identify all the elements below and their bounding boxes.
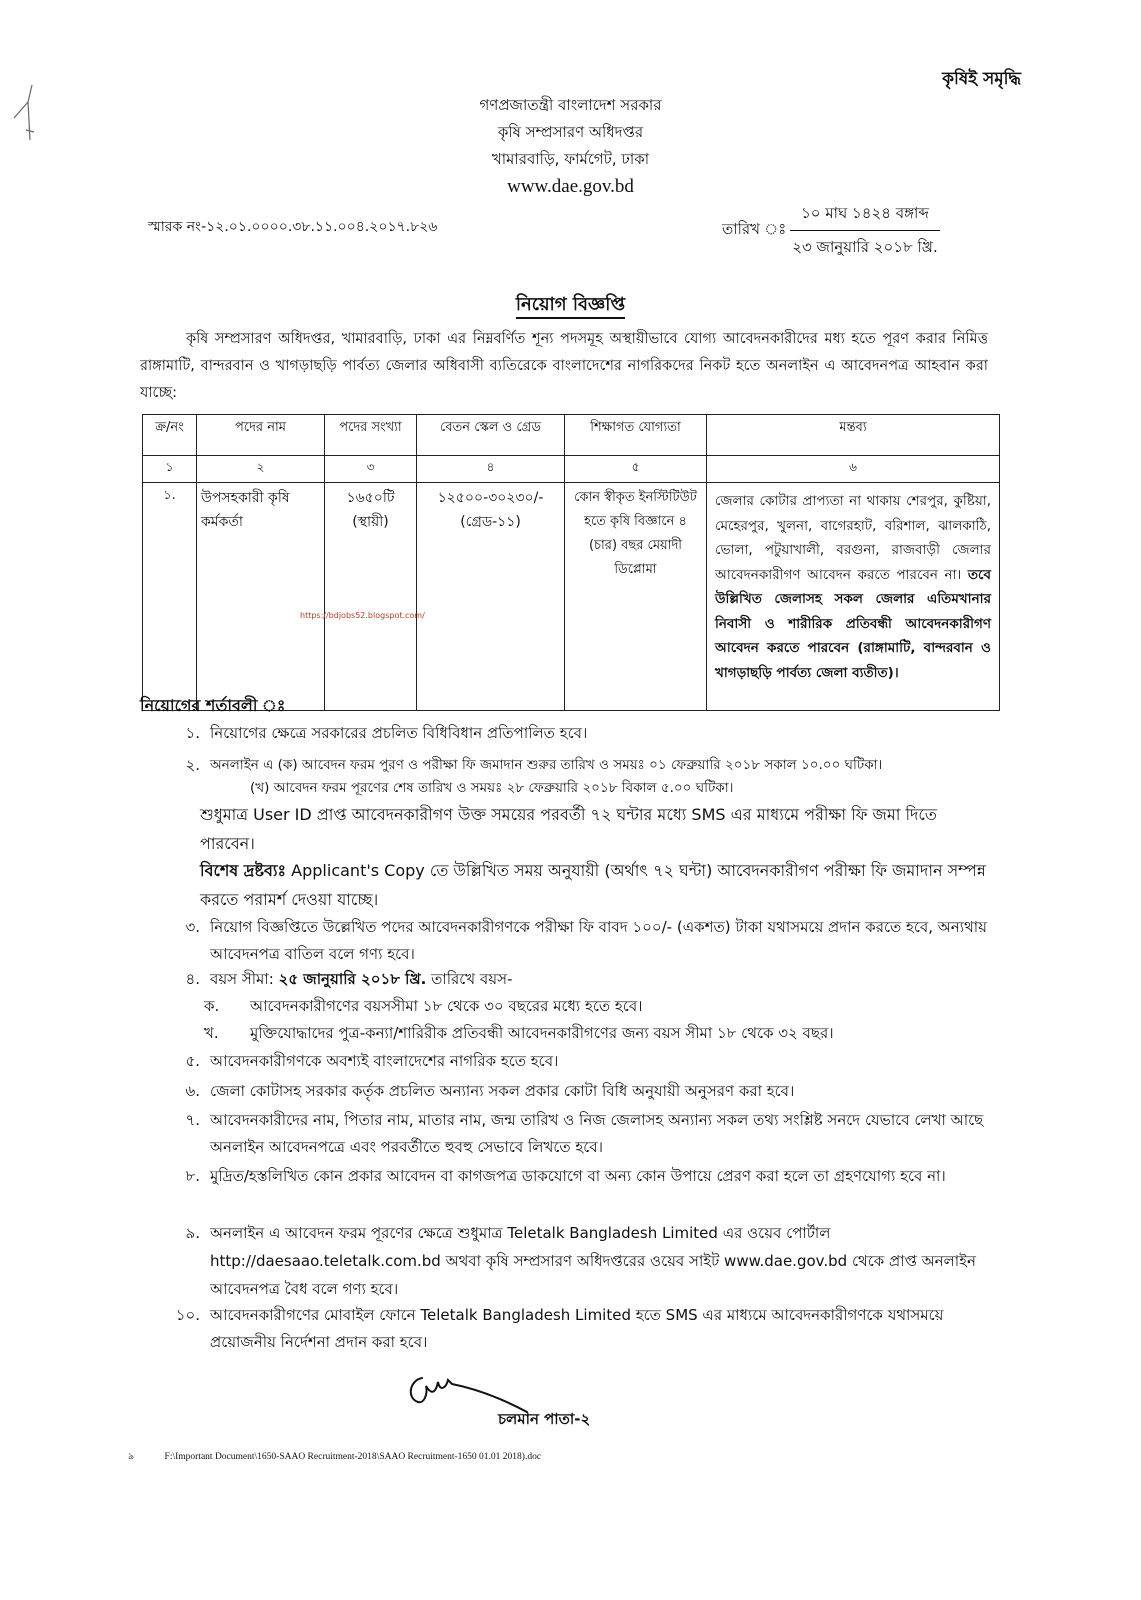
condition-number: ৭. <box>185 1111 200 1129</box>
condition-10 <box>140 1302 990 1356</box>
condition-text: আবেদনকারীগণের মোবাইল ফোনে Teletalk Bangladesh Limited হতে SMS এর মাধ্যমে আবেদনকারীগণকে যথাসময়ে প্রয়োজনীয় নির্দেশনা প্রদান করা হবে। <box>210 1306 944 1351</box>
notice-title <box>0 290 1141 321</box>
header-remarks: মন্তব্য <box>707 415 1000 456</box>
col-num: ৫ <box>565 456 707 483</box>
condition-number: ৩. <box>185 918 200 936</box>
condition-7 <box>140 1107 990 1161</box>
website: www.dae.gov.bd <box>507 176 634 197</box>
condition-3 <box>140 914 990 968</box>
condition-text: নিয়োগ বিজ্ঞপ্তিতে উল্লেখিত পদের আবেদনকারীগণকে পরীক্ষা ফি বাবদ ১০০/- (একশত) টাকা যথাসময়ে প্রদান করতে হবে, অন্যথায় আবেদনপত্র বাতিল বলে গণ্য হবে। <box>210 918 987 963</box>
govt-name: গণপ্রজাতন্ত্রী বাংলাদেশ সরকার <box>479 96 662 114</box>
running-page: চলমান পাতা-২ <box>498 1410 591 1428</box>
col-num: ২ <box>197 456 325 483</box>
date-english: ২৩ জানুয়ারি ২০১৮ খ্রি. <box>792 238 938 256</box>
date-block <box>790 202 940 261</box>
grade: (গ্রেড-১১) <box>460 514 521 530</box>
row-qualification: কোন স্বীকৃত ইনস্টিটিউট হতে কৃষি বিজ্ঞানে ৪ (চার) বছর মেয়াদী ডিপ্লোমা <box>565 483 707 711</box>
condition-number: ৯. <box>185 1224 200 1242</box>
row-remarks <box>707 483 1000 711</box>
condition-text: আবেদনকারীগণকে অবশ্যই বাংলাদেশের নাগরিক হতে হবে। <box>210 1052 559 1070</box>
footer <box>128 1450 541 1465</box>
office-address: খামারবাড়ি, ফার্মগেট, ঢাকা <box>491 150 650 168</box>
row-serial: ১. <box>143 483 197 711</box>
sub-text: আবেদনকারীগণের বয়সসীমা ১৮ থেকে ৩০ বছরের মধ্যে হতে হবে। <box>250 997 643 1015</box>
column-number-row <box>143 456 1000 483</box>
condition-text: মুদ্রিত/হস্তলিখিত কোন প্রকার আবেদন বা কাগজপত্র ডাকযোগে বা অন্য কোন উপায়ে প্রেরণ করা হলে তা গ্রহণযোগ্য হবে না। <box>210 1167 946 1185</box>
table-header-row <box>143 415 1000 456</box>
header-post: পদের নাম <box>197 415 325 456</box>
remarks-text: জেলার কোটার প্রাপ্যতা না থাকায় শেরপুর, কুষ্টিয়া, মেহেরপুর, খুলনা, বাগেরহাট, বরিশাল, ঝালকাঠি, ভোলা, পটুয়াখালী, বরগুনা, রাজবাড়ী জেলার আবেদনকারীগণ আবেদন করতে পারবেন না। <box>715 493 991 583</box>
condition-1 <box>140 720 990 747</box>
footer-file-path: F:\Important Document\1650-SAAO Recruitment-2018\SAAO Recruitment-1650 01.01 2018).doc <box>164 1452 542 1462</box>
special-note-label: বিশেষ দ্রষ্টব্যঃ <box>200 861 287 880</box>
condition-text: নিয়োগের ক্ষেত্রে সরকারের প্রচলিত বিধিবিধান প্রতিপালিত হবে। <box>210 724 588 742</box>
condition-number: ৮. <box>185 1167 200 1185</box>
row-scale <box>417 483 565 711</box>
condition-2b: (খ) আবেদন ফরম পূরণের শেষ তারিখ ও সময়ঃ ২৮ ফেব্রুয়ারি ২০১৮ বিকাল ৫.০০ ঘটিকা। <box>250 780 734 796</box>
vacancy-table <box>142 414 1000 711</box>
condition-number: ৪. <box>185 970 200 988</box>
condition-number: ৫. <box>185 1052 200 1070</box>
row-count <box>325 483 417 711</box>
special-note <box>200 856 990 914</box>
notice-title-text: নিয়োগ বিজ্ঞপ্তি <box>516 294 625 319</box>
condition-number: ১. <box>185 724 200 742</box>
intro-paragraph: কৃষি সম্প্রসারণ অধিদপ্তর, খামারবাড়ি, ঢাকা এর নিম্নবর্ণিত শূন্য পদসমূহ অস্থায়ীভাবে যোগ্য আবেদনকারীদের মধ্য হতে পূরণ করার নিমিত্ত রাঙ্গামাটি, বান্দরবান ও খাগড়াছড়ি পার্বত্য জেলার অধিবাসী ব্যতিরেকে বাংলাদেশের নাগরিকদের নিকট হতে অনলাইন এ আবেদনপত্র আহবান করা যাচ্ছে: <box>140 331 988 401</box>
age-limit-date: ২৫ জানুয়ারি ২০১৮ খ্রি. <box>278 970 427 988</box>
condition-2c: শুধুমাত্র User ID প্রাপ্ত আবেদনকারীগণ উক্ত সময়ের পরবর্তী ৭২ ঘন্টার মধ্যে SMS এর মাধ্যমে পরীক্ষা ফি জমা দিতে পারবেন। <box>200 805 937 853</box>
condition-number: ১০. <box>175 1306 200 1324</box>
department-name: কৃষি সম্প্রসারণ অধিদপ্তর <box>497 123 644 141</box>
remarks-bold-text: তবে উল্লিখিত জেলাসহ সকল জেলার এতিমখানার নিবাসী ও শারীরিক প্রতিবন্ধী আবেদনকারীগণ আবেদন করতে পারবেন (রাঙ্গামাটি, বান্দরবান ও খাগড়াছড়ি পার্বত্য জেলা ব্যতীত)। <box>715 566 991 681</box>
letterhead <box>0 92 1141 200</box>
pay-scale: ১২৫০০-৩০২৩০/- <box>437 490 544 506</box>
condition-5 <box>140 1048 990 1075</box>
condition-8 <box>140 1163 990 1190</box>
header-qualification: শিক্ষাগত যোগ্যতা <box>565 415 707 456</box>
header-serial: ক্র/নং <box>143 415 197 456</box>
condition-number: ৬. <box>185 1082 200 1100</box>
col-num: ১ <box>143 456 197 483</box>
watermark-link[interactable]: https://bdjobs52.blogspot.com/ <box>300 611 425 620</box>
motto: কৃষিই সমৃদ্ধি <box>942 69 1021 89</box>
sub-number: খ. <box>204 1024 219 1042</box>
conditions-title: নিয়োগের শর্তাবলী ঃ <box>140 696 286 715</box>
age-limit-suffix: তারিখে বয়স- <box>431 970 513 988</box>
row-post: উপসহকারী কৃষি কর্মকর্তা <box>197 483 325 711</box>
header-count: পদের সংখ্যা <box>325 415 417 456</box>
col-num: ৩ <box>325 456 417 483</box>
condition-text: অনলাইন এ আবেদন ফরম পূরণের ক্ষেত্রে শুধুমাত্র Teletalk Bangladesh Limited এর ওয়েব পোর্টাল http://daesaao.teletalk.com.bd অথবা কৃষি সম্প্রসারণ অধিদপ্তরের ওয়েব সাইট www.dae.gov.bd থেকে প্রাপ্ত অনলাইন আবেদনপত্র বৈধ বলে গণ্য হবে। <box>210 1224 976 1298</box>
header-scale: বেতন স্কেল ও গ্রেড <box>417 415 565 456</box>
special-note-text: Applicant's Copy তে উল্লিখিত সময় অনুযায়ী (অর্থাৎ ৭২ ঘন্টা) আবেদনকারীগণ পরীক্ষা ফি জমাদান সম্পন্ন করতে পরামর্শ দেওয়া যাচ্ছে। <box>200 861 986 909</box>
memo-number: স্মারক নং-১২.০১.০০০০.৩৮.১১.০০৪.২০১৭.৮২৬ <box>148 219 438 235</box>
footer-number: ৯ <box>128 1452 135 1462</box>
post-type: (স্থায়ী) <box>352 514 389 530</box>
sub-number: ক. <box>204 997 220 1015</box>
condition-number: ২. <box>185 756 200 774</box>
condition-text: আবেদনকারীদের নাম, পিতার নাম, মাতার নাম, জন্ম তারিখ ও নিজ জেলাসহ অন্যান্য সকল তথ্য সংশ্লিষ্ট সনদে যেভাবে লেখা আছে অনলাইন আবেদনপত্রে এবং পরবর্তীতে হুবহু সেভাবে লিখতে হবে। <box>210 1111 984 1156</box>
condition-6 <box>140 1078 990 1105</box>
sub-text: মুক্তিযোদ্ধাদের পুত্র-কন্যা/শারিরীক প্রতিবন্ধী আবেদনকারীগণের জন্য বয়স সীমা ১৮ থেকে ৩২ বছর। <box>250 1024 834 1042</box>
condition-2 <box>140 752 990 802</box>
age-limit-prefix: বয়স সীমা: <box>210 970 274 988</box>
col-num: ৪ <box>417 456 565 483</box>
col-num: ৬ <box>707 456 1000 483</box>
post-count: ১৬৫০টি <box>346 490 395 506</box>
condition-4 <box>140 966 990 1047</box>
date-label: তারিখ ঃ <box>722 220 787 238</box>
condition-text: জেলা কোটাসহ সরকার কর্তৃক প্রচলিত অন্যান্য সকল প্রকার কোটা বিধি অনুযায়ী অনুসরণ করা হবে। <box>210 1082 795 1100</box>
condition-2a: অনলাইন এ (ক) আবেদন ফরম পুরণ ও পরীক্ষা ফি জমাদান শুরুর তারিখ ও সময়ঃ ০১ ফেব্রুয়ারি ২০১৮ সকাল ১০.০০ ঘটিকা। <box>210 757 883 773</box>
date-bangla: ১০ মাঘ ১৪২৪ বঙ্গাব্দ <box>790 202 940 231</box>
condition-9 <box>140 1219 990 1303</box>
table-row <box>143 483 1000 711</box>
